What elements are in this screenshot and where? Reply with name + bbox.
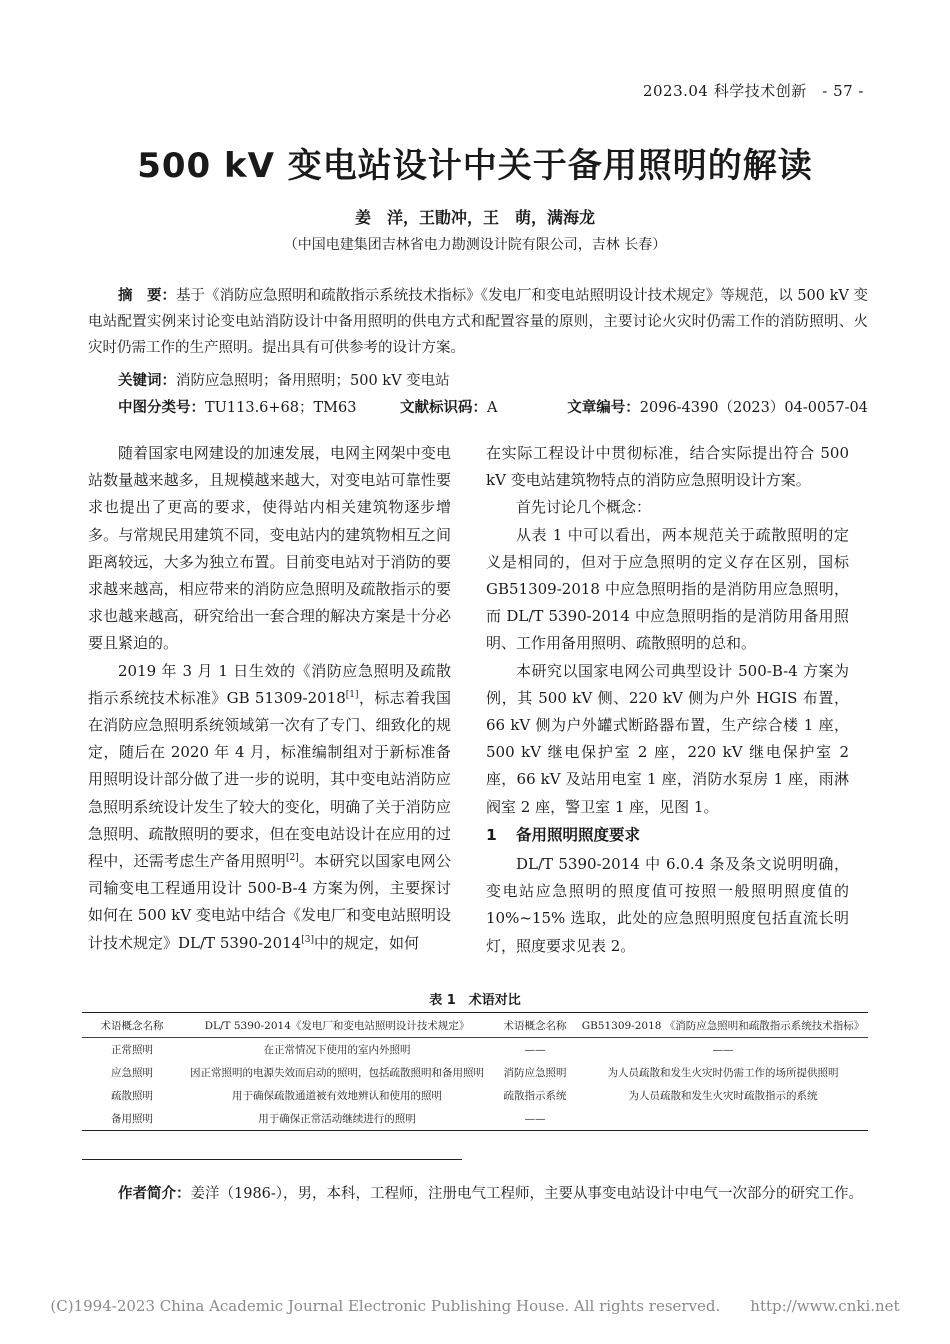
table-cell: 用于确保正常活动继续进行的照明 xyxy=(182,1107,492,1131)
table-cell xyxy=(578,1107,868,1131)
article-number-label: 文章编号： xyxy=(567,400,640,416)
section-heading xyxy=(486,822,849,849)
table-cell: 疏散照明 xyxy=(111,1090,153,1102)
document-code xyxy=(400,396,497,417)
article-number-value: 2096-4390（2023）04-0057-04 xyxy=(639,400,868,416)
table-row xyxy=(82,1061,868,1084)
author-bio-label: 作者简介： xyxy=(118,1186,191,1202)
body-paragraph: 随着国家电网建设的加速发展，电网主网架中变电站数量越来越多，且规模越来越大，对变电站可靠性要求也提出了更高的要求，使得站内相关建筑物逐步增多。与常规民用建筑不同，变电站内的建筑物相互之间距离较远，大多为独立布置。目前变电站对于消防的要求越来越高，相应带来的消防应急照明及疏散指示的要求也越来越高，研究给出一套合理的解决方案是十分必要且紧迫的。 xyxy=(88,444,451,653)
table-cell: 用于确保疏散通道被有效地辨认和使用的照明 xyxy=(232,1090,442,1102)
table-cell: —— xyxy=(524,1043,546,1056)
keywords-label: 关键词： xyxy=(118,373,176,389)
keywords xyxy=(118,369,450,390)
author-bio xyxy=(88,1181,870,1208)
section-title: 备用照明照度要求 xyxy=(516,825,641,844)
table-cell: 消防应急照明 xyxy=(503,1067,567,1079)
clc-value: TU113.6+68；TM63 xyxy=(205,400,357,416)
table-cell: 备用照明 xyxy=(82,1107,182,1131)
body-paragraph: DL/T 5390-2014 中 6.0.4 条及条文说明明确，变电站应急照明的照度值可按照一般照明照度值的 10%~15% 选取，此处的应急照明照度包括直流长明灯，照度要求见表 2。 xyxy=(486,855,849,955)
running-head: 2023.04 科学技术创新 - 57 - xyxy=(642,82,864,100)
body-paragraph: 在实际工程设计中贯彻标准，结合实际提出符合 500 kV 变电站建筑物特点的消防应急照明设计方案。 xyxy=(486,444,849,490)
table-cell: —— xyxy=(492,1107,578,1131)
clc-number xyxy=(118,396,356,417)
body-column-right xyxy=(486,440,849,960)
table-row xyxy=(82,1107,868,1131)
table-row xyxy=(82,1084,868,1107)
table-cell: 应急照明 xyxy=(111,1067,153,1079)
citation-ref[interactable]: [1] xyxy=(345,689,359,700)
doc-code-value: A xyxy=(487,400,498,416)
text-run: 中的规定，如何 xyxy=(313,933,419,952)
table-header-cell: GB51309-2018 《消防应急照明和疏散指示系统技术指标》 xyxy=(578,1013,868,1038)
body-column-left xyxy=(88,440,451,957)
table-header-cell: 术语概念名称 xyxy=(492,1013,578,1038)
table-caption: 表 1 术语对比 xyxy=(429,993,521,1008)
author-bio-text: 姜洋（1986-），男，本科，工程师，注册电气工程师，主要从事变电站设计中电气一次部分的研究工作。 xyxy=(190,1186,864,1202)
text-run: 。本研究以国家电网公司输变电工程通用设计 500-B-4 方案为例，主要探讨如何在 500 kV 变电站中结合《发电厂和变电站照明设计技术规定》DL/T 5390-2014 xyxy=(88,852,451,952)
article-authors: 姜 洋，王勖冲，王 萌，满海龙 xyxy=(354,208,595,227)
abstract-text: 基于《消防应急照明和疏散指示系统技术指标》《发电厂和变电站照明设计技术规定》等规范，以 500 kV 变电站配置实例来讨论变电站消防设计中备用照明的供电方式和配置容量的原则，主要讨论火灾时仍需工作的消防照明、火灾时仍需工作的生产照明。提出具有可供参考的设计方案。 xyxy=(88,288,868,356)
body-paragraph xyxy=(88,658,451,957)
body-paragraph: 本研究以国家电网公司典型设计 500-B-4 方案为例，其 500 kV 侧、220 kV 侧为户外 HGIS 布置，66 kV 侧为户外罐式断路器布置，生产综合楼 1 座，500 kV 继电保护室 2 座，220 kV 继电保护室 2 座，66 kV 及站用电室 1 座，消防水泵房 1 座，雨淋阀室 2 座，警卫室 1 座，见图 1。 xyxy=(486,661,849,816)
citation-ref[interactable]: [2] xyxy=(285,853,299,864)
table-row xyxy=(82,1038,868,1062)
abstract-label: 摘 要： xyxy=(118,288,177,304)
citation-ref[interactable]: [3] xyxy=(301,934,314,945)
body-paragraph: 从表 1 中可以看出，两本规范关于疏散照明的定义是相同的，但对于应急照明的定义存在区别，国标 GB51309-2018 中应急照明指的是消防用应急照明，而 DL/T 5390-2014 中应急照明指的是消防用备用照明、工作用备用照明、疏散照明的总和。 xyxy=(486,525,849,653)
clc-label: 中图分类号： xyxy=(118,400,205,416)
keywords-text: 消防应急照明；备用照明；500 kV 变电站 xyxy=(176,373,450,389)
article-number xyxy=(567,396,868,417)
table-header-cell: DL/T 5390-2014《发电厂和变电站照明设计技术规定》 xyxy=(182,1013,492,1038)
table-header-row xyxy=(82,1013,868,1038)
table-cell: —— xyxy=(712,1043,734,1056)
table-cell: 为人员疏散和发生火灾时疏散指示的系统 xyxy=(628,1090,818,1102)
copyright-footer: (C)1994-2023 China Academic Journal Electronic Publishing House. All rights reserved. http://www.cnki.net xyxy=(50,1297,900,1315)
abstract xyxy=(88,283,868,361)
text-run: 2019 年 3 月 1 日生效的《消防应急照明及疏散指示系统技术标准》GB 51309-2018 xyxy=(88,661,451,707)
article-title: 500 kV 变电站设计中关于备用照明的解读 xyxy=(137,146,813,186)
text-run: ，标志着我国在消防应急照明系统领域第一次有了专门、细致化的规定，随后在 2020 年 4 月，标准编制组对于新标准备用照明设计部分做了进一步的说明，其中变电站消防应急照明系统设计发生了较大的变化，明确了关于消防应急照明、疏散照明的要求，但在变电站设计在应用的过程中，还需考虑生产备用照明 xyxy=(88,688,451,871)
body-paragraph: 首先讨论几个概念： xyxy=(516,498,652,517)
table-cell: 为人员疏散和发生火灾时仍需工作的场所提供照明 xyxy=(607,1067,839,1079)
table-header-cell: 术语概念名称 xyxy=(82,1013,182,1038)
table-cell: 正常照明 xyxy=(111,1044,153,1056)
table-cell: 因正常照明的电源失效而启动的照明，包括疏散照明和备用照明 xyxy=(190,1067,484,1079)
section-number: 1 xyxy=(486,825,497,844)
table-cell: 在正常情况下使用的室内外照明 xyxy=(263,1044,411,1056)
footnote-divider xyxy=(82,1159,462,1160)
article-affiliation: （中国电建集团吉林省电力勘测设计院有限公司，吉林 长春） xyxy=(283,237,667,253)
doc-code-label: 文献标识码： xyxy=(400,400,487,416)
terms-table xyxy=(82,1012,868,1131)
table-cell: 疏散指示系统 xyxy=(503,1090,567,1102)
